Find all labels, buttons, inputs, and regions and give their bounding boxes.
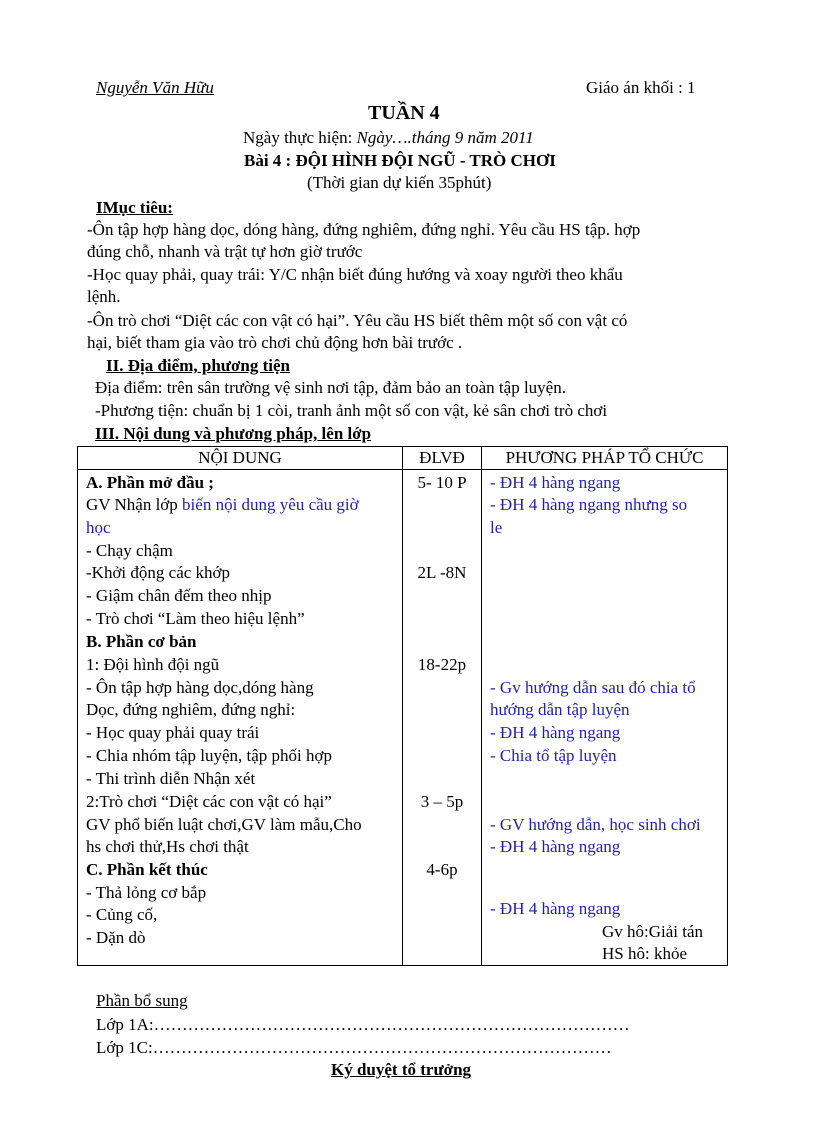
activity-warmup: -Khởi động các khớp — [86, 563, 231, 582]
part-b-item: Dọc, đứng nghiêm, đứng nghỉ: — [86, 700, 296, 719]
author-name: Nguyễn Văn Hữu — [96, 78, 214, 97]
amount-part-c: 4-6p — [426, 860, 458, 879]
part-b-item: - Học quay phải quay trái — [86, 723, 260, 742]
part-b-item: - Ôn tập hợp hàng dọc,dóng hàng — [86, 678, 314, 697]
part-b-title: B. Phần cơ bản — [86, 632, 197, 651]
lesson-title: Bài 4 : ĐỘI HÌNH ĐỘI NGŨ - TRÒ CHƠI — [244, 151, 556, 170]
amount-warmup: 2L -8N — [417, 563, 467, 582]
column-header-content: NỘI DUNG — [78, 447, 403, 470]
objective-line: đúng chỗ, nhanh và trật tự hơn giờ trước — [87, 242, 363, 261]
teacher-intro: GV Nhận lớp biến nội dung yêu cầu giờ — [86, 495, 359, 514]
objective-line: lệnh. — [87, 287, 121, 306]
part-c-item: - Củng cố, — [86, 905, 158, 924]
supplement-heading: Phần bổ sung — [96, 991, 188, 1010]
content-heading: III. Nội dung và phương pháp, lên lớp — [95, 424, 372, 443]
week-title: TUẦN 4 — [368, 102, 440, 124]
part-b-item: 1: Đội hình đội ngũ — [86, 655, 220, 674]
method-item: - ĐH 4 hàng ngang — [490, 473, 621, 492]
method-item: HS hô: khỏe — [602, 944, 687, 963]
method-item: - ĐH 4 hàng ngang — [490, 899, 621, 918]
method-column — [482, 470, 727, 965]
amount-part-b2: 3 – 5p — [420, 792, 464, 811]
part-c-item: - Dặn dò — [86, 928, 146, 947]
location-equipment: -Phương tiện: chuẩn bị 1 còi, tranh ảnh một số con vật, kẻ sân chơi trò chơi — [95, 401, 608, 420]
column-header-amount: ĐLVĐ — [403, 447, 482, 470]
objective-line: hại, biết tham gia vào trò chơi chủ động hơn bài trước . — [87, 333, 463, 352]
method-item: - ĐH 4 hàng ngang nhưng so — [490, 495, 688, 514]
method-item: - GV hướng dẫn, học sinh chơi — [490, 815, 701, 834]
part-b-item: GV phổ biến luật chơi,GV làm mẫu,Cho — [86, 815, 362, 834]
method-item: Gv hô:Giải tán — [602, 922, 704, 941]
part-b-item: - Chia nhóm tập luyện, tập phối hợp — [86, 746, 333, 765]
objective-line: -Học quay phải, quay trái: Y/C nhận biết đúng hướng và xoay người theo khẩu — [87, 265, 623, 284]
supplement-class-1a: Lớp 1A:………………………………………………………………………… — [96, 1015, 630, 1034]
lesson-plan-table — [77, 446, 728, 966]
part-b-item: 2:Trò chơi “Diệt các con vật có hại” — [86, 792, 332, 811]
activity-march: - Giậm chân đếm theo nhịp — [86, 586, 272, 605]
content-column — [78, 470, 402, 965]
date-line — [243, 128, 534, 148]
supplement-class-1c: Lớp 1C:……………………………………………………………………… — [96, 1038, 612, 1057]
method-item: - Chia tổ tập luyện — [490, 746, 617, 765]
method-item: - ĐH 4 hàng ngang — [490, 723, 621, 742]
objective-line: -Ôn tập hợp hàng dọc, dóng hàng, đứng nghiêm, đứng nghỉ. Yêu cầu HS tập. hợp — [87, 220, 641, 239]
lesson-duration: (Thời gian dự kiến 35phút) — [307, 173, 492, 192]
amount-part-a: 5- 10 P — [417, 473, 467, 492]
objective-line: -Ôn trò chơi “Diệt các con vật có hại”. Yêu cầu HS biết thêm một số con vật có — [87, 311, 628, 330]
teacher-intro-cont: học — [86, 518, 111, 537]
activity-run: - Chạy chậm — [86, 541, 173, 560]
method-item: - ĐH 4 hàng ngang — [490, 837, 621, 856]
method-item: hướng dẫn tập luyện — [490, 700, 630, 719]
part-b-item: hs chơi thử,Hs chơi thật — [86, 837, 249, 856]
part-b-item: - Thi trình diễn Nhận xét — [86, 769, 256, 788]
objectives-heading: IMục tiêu: — [96, 198, 173, 217]
activity-game: - Trò chơi “Làm theo hiệu lệnh” — [86, 609, 305, 628]
amount-column — [403, 470, 481, 965]
part-c-title: C. Phần kết thúc — [86, 860, 208, 879]
method-item: - Gv hướng dẫn sau đó chia tổ — [490, 678, 696, 697]
part-a-title: A. Phần mở đầu ; — [86, 473, 214, 492]
grade-label: Giáo án khối : 1 — [586, 78, 696, 97]
date-label: Ngày thực hiện: — [243, 128, 353, 147]
part-c-item: - Thả lỏng cơ bắp — [86, 883, 207, 902]
date-value: Ngày….tháng 9 năm 2011 — [356, 128, 534, 147]
amount-part-b1: 18-22p — [417, 655, 467, 674]
method-item: le — [490, 518, 503, 537]
column-header-method: PHƯƠNG PHÁP TỔ CHỨC — [482, 447, 728, 470]
approval-signature: Ký duyệt tổ trưởng — [331, 1060, 472, 1079]
location-place: Địa điểm: trên sân trường vệ sinh nơi tập, đảm bảo an toàn tập luyện. — [95, 378, 566, 397]
location-heading: II. Địa điểm, phương tiện — [106, 356, 290, 375]
